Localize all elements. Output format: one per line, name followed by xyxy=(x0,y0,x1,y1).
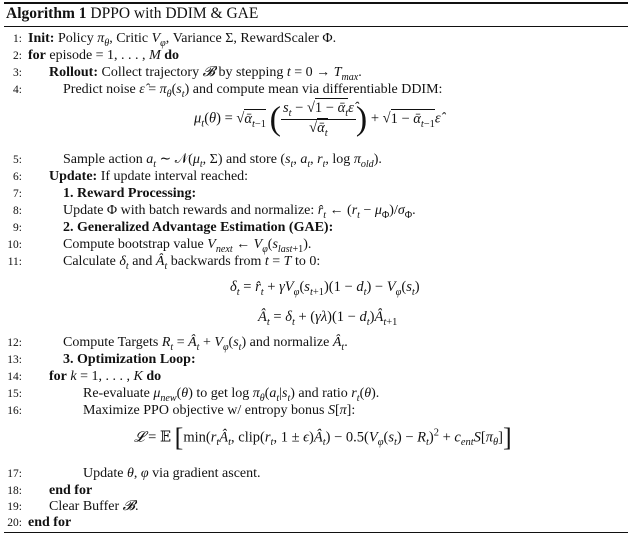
line-number: 8: xyxy=(13,205,22,217)
line-number: 1: xyxy=(13,33,22,45)
line-number: 20: xyxy=(7,517,22,529)
keyword-for: for xyxy=(28,48,46,63)
line-number: 18: xyxy=(7,485,22,497)
bottom-rule xyxy=(4,532,628,533)
section-gae: 2. Generalized Advantage Estimation (GAE): xyxy=(63,220,334,235)
line-number: 15: xyxy=(7,388,22,400)
algorithm-box: Algorithm 1 DPPO with DDIM & GAE 1: Init: Policy $\pi_\theta$, Critic $V_\varphi$, Variance Σ, RewardScaler Φ. 2: for episode = 1, . . . , M do 3: Rollout: Collect trajectory 𝓑 by stepping $t = 0 \to T_{max}$. 4: Predict noise ε̂ = $\pi_\theta(s_t)$ and compute mean via differentiable DDIM: $\mu_t(\theta)$ = √ᾱ$_{t-1}$ ( $\frac{s_t - √1 - ᾱ_t\varepsilon̂}{√ᾱ_t}$ ) + √1 − ᾱ$_{t-1}$ε̂ 5: Sample action $a_t$ ∼ $𝒩(\mu_t$, Σ) and store ($s_t$, $a_t$, $r_t$, $\log \pi_{old}$). 6: Update: If update interval reached: 7: 1. Reward Processing: 8: Update Φ with batch rewards and normalize: $r̂_t$ ← $(r_t - \mu_\Phi)/\sigma_\Phi$. 9: 2. Generalized Advantage Estimation (GAE): 10: Compute bootstrap value $V_{next}$ ← $V_\varphi(s_{last+1})$. 11: Calculate $\delta_t$ and $Â_t$ backwards from t = T to 0: $\delta_t$ = $r̂_t + \gamma V_\varphi(s_{t+1})(1 - d_t) - V_\varphi(s_t)$ $Â_t = \delta_t + (\gamma\lambda)(1$ − $d_t)Â_{t+1}$ 12: Compute Targets $R_t$ = $Â_t + V_\varphi(s_t)$ and normalize $Â_t$. 13: 3. Optimization Loop: 14: for k = 1, . . . , K do 15: Re-evaluate $\mu_{new}(\theta)$ to get $\log \pi_\theta(a_t|s_t)$ and ratio $r_t(\theta)$. 16: Maximize PPO objective w/ entropy bonus S[π]: 𝓛 = 𝔼 [$\min(r_tÂ_t$, $clip(r_t$, $1 \pm \epsilon)Â_t) - 0.5(V_\varphi(s_t) - R_t)^2 + c_{ent}S[\pi_\theta]$] 17: Update θ, φ via gradient ascent. 18: end for 19: Clear Buffer 𝓑. 20: end for xyxy=(2,2,630,530)
section-optimization-loop: 3. Optimization Loop: xyxy=(63,352,196,367)
title-rule xyxy=(4,26,628,27)
line-number: 13: xyxy=(7,354,22,366)
algorithm-title xyxy=(6,5,258,23)
keyword-init: Init: xyxy=(28,31,55,46)
line-number: 12: xyxy=(7,337,22,349)
algorithm-label: Algorithm 1 xyxy=(6,5,87,22)
top-rule xyxy=(4,2,628,4)
ppo-loss-equation: 𝓛 = 𝔼 [$\min(r_tÂ_t$, $clip(r_t$, $1 \pm \epsilon)Â_t) - 0.5(V_\varphi(s_t) - R_t)^2 + c_{ent}S[\pi_\theta]$] xyxy=(134,423,512,452)
line-number: 3: xyxy=(13,67,22,79)
keyword-rollout: Rollout: xyxy=(49,65,98,80)
line-number: 6: xyxy=(13,171,22,183)
keyword-do: do xyxy=(146,369,162,384)
keyword-update: Update: xyxy=(49,169,98,184)
line-number: 10: xyxy=(7,239,22,251)
line-number: 5: xyxy=(13,154,22,166)
keyword-for: for xyxy=(49,369,67,384)
line-number: 7: xyxy=(13,188,22,200)
keyword-end-for: end for xyxy=(28,515,72,530)
line-number: 16: xyxy=(7,405,22,417)
keyword-do: do xyxy=(164,48,180,63)
line-number: 14: xyxy=(7,371,22,383)
ddim-mean-equation: $\mu_t(\theta)$ = √ᾱ$_{t-1}$ ( $\frac{s_t - √1 - ᾱ_t\varepsilon̂}{√ᾱ_t}$ ) + √1 − ᾱ$_{t-1}$ε̂ xyxy=(194,100,441,139)
line-number: 4: xyxy=(13,84,22,96)
line-number: 17: xyxy=(7,468,22,480)
section-reward-processing: 1. Reward Processing: xyxy=(63,186,197,201)
line-number: 19: xyxy=(7,501,22,513)
gae-equation: $Â_t = \delta_t + (\gamma\lambda)(1$ − $d_t)Â_{t+1}$ xyxy=(258,309,398,328)
algorithm-name: DPPO with DDIM & GAE xyxy=(90,5,259,22)
line-number: 9: xyxy=(13,222,22,234)
td-error-equation: $\delta_t$ = $r̂_t + \gamma V_\varphi(s_{t+1})(1 - d_t) - V_\varphi(s_t)$ xyxy=(230,279,420,298)
keyword-end-for: end for xyxy=(49,483,93,498)
line-number: 11: xyxy=(7,256,22,268)
line-number: 2: xyxy=(13,50,22,62)
